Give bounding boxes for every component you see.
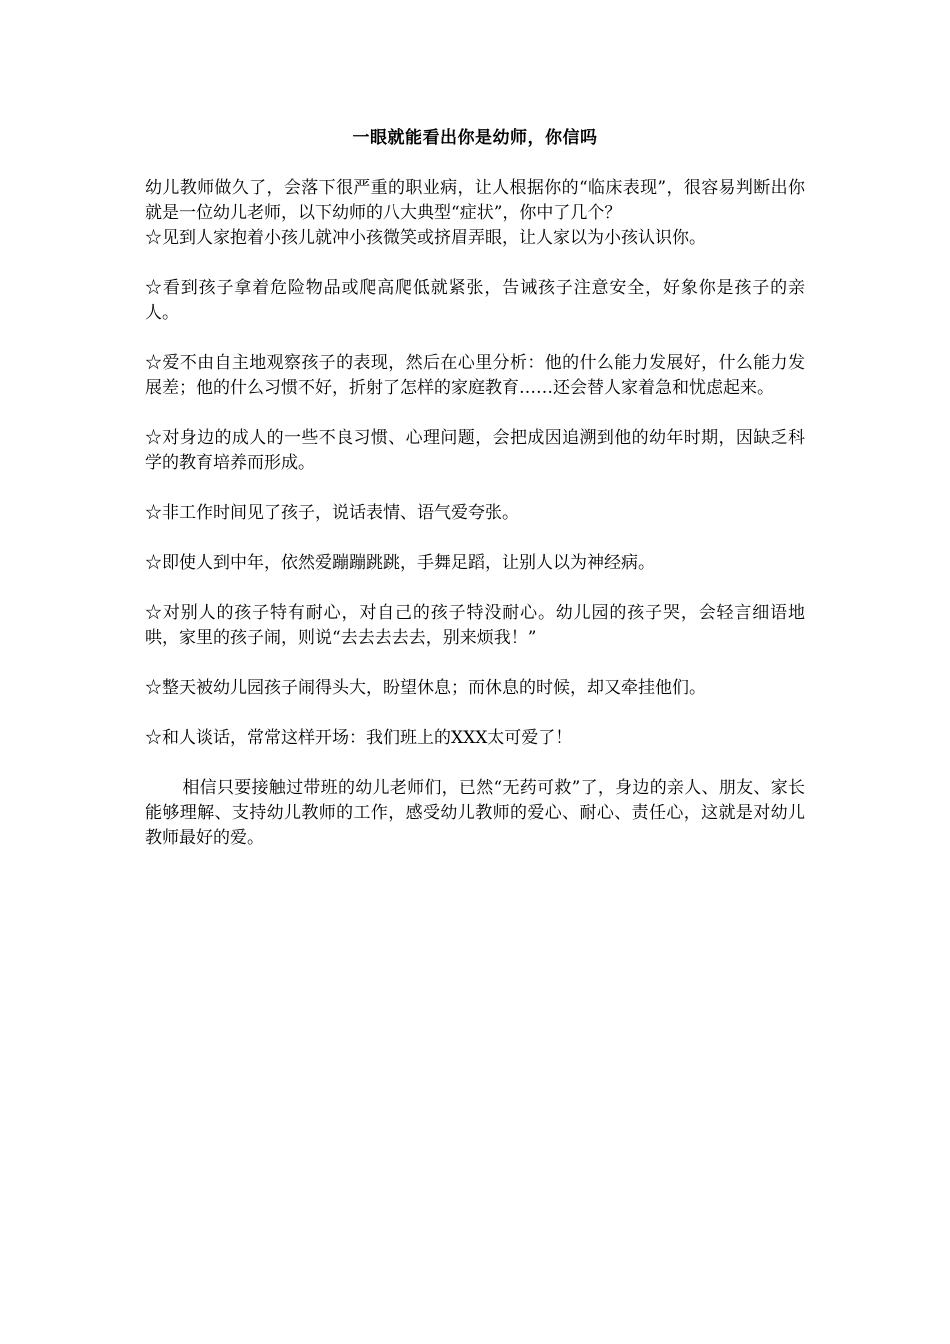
list-item: ☆对身边的成人的一些不良习惯、心理问题，会把成因追溯到他的幼年时期，因缺乏科学的教育培养而形成。 bbox=[145, 428, 805, 473]
list-item: ☆和人谈话，常常这样开场：我们班上的XXX太可爱了！ bbox=[145, 728, 573, 748]
intro-paragraph: 幼儿教师做久了，会落下很严重的职业病，让人根据你的“临床表现”，很容易判断出你就是一位幼儿老师，以下幼师的八大典型“症状”，你中了几个？ bbox=[145, 178, 805, 223]
list-item: ☆即使人到中年，依然爱蹦蹦跳跳，手舞足蹈，让别人以为神经病。 bbox=[145, 553, 655, 573]
document-title: 一眼就能看出你是幼师，你信吗 bbox=[352, 128, 598, 148]
paragraph-spacer bbox=[145, 401, 805, 426]
list-item: ☆见到人家抱着小孩儿就冲小孩微笑或挤眉弄眼，让人家以为小孩认识你。 bbox=[145, 228, 706, 248]
paragraph-spacer bbox=[145, 701, 805, 726]
list-item: ☆非工作时间见了孩子，说话表情、语气爱夸张。 bbox=[145, 503, 519, 523]
list-item: ☆看到孩子拿着危险物品或爬高爬低就紧张，告诫孩子注意安全，好象你是孩子的亲人。 bbox=[145, 278, 805, 323]
paragraph-spacer bbox=[145, 526, 805, 551]
list-item: ☆整天被幼儿园孩子闹得头大，盼望休息；而休息的时候，却又牵挂他们。 bbox=[145, 678, 706, 698]
paragraph-spacer bbox=[145, 751, 805, 776]
paragraph-spacer bbox=[145, 651, 805, 676]
conclusion-paragraph: 相信只要接触过带班的幼儿老师们，已然“无药可救”了，身边的亲人、朋友、家长能够理解、支持幼儿教师的工作，感受幼儿教师的爱心、耐心、责任心，这就是对幼儿教师最好的爱。 bbox=[145, 778, 805, 848]
list-item: ☆对别人的孩子特有耐心，对自己的孩子特没耐心。幼儿园的孩子哭，会轻言细语地哄，家里的孩子闹，则说“去去去去去，别来烦我！” bbox=[145, 603, 805, 648]
paragraph-spacer bbox=[145, 576, 805, 601]
document-body bbox=[145, 176, 805, 851]
paragraph-spacer bbox=[145, 251, 805, 276]
paragraph-spacer bbox=[145, 476, 805, 501]
paragraph-spacer bbox=[145, 326, 805, 351]
list-item: ☆爱不由自主地观察孩子的表现，然后在心里分析：他的什么能力发展好，什么能力发展差；他的什么习惯不好，折射了怎样的家庭教育……还会替人家着急和忧虑起来。 bbox=[145, 353, 805, 398]
